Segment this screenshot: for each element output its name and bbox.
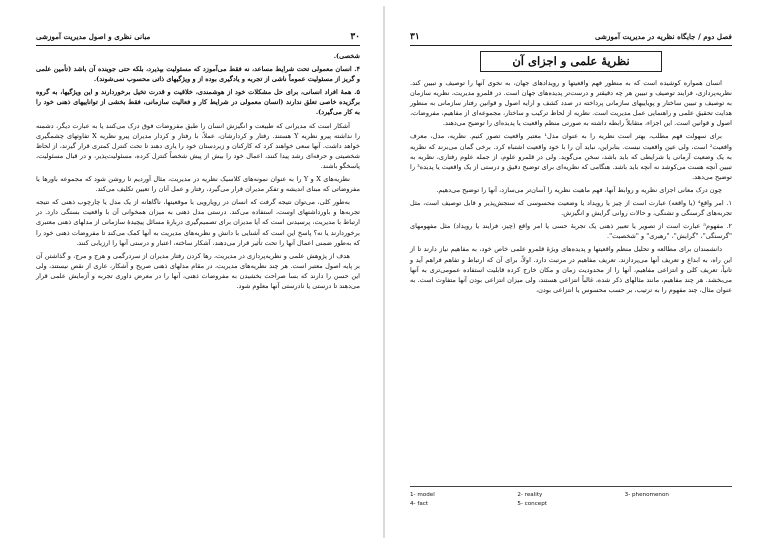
left-paragraph: هدف از پژوهش علمی و نظریه‌پردازی در مدیریت، رها کردن رفتار مدیران از سردرگمی و هرج و مرج، و گذاشتن آن بر پایه اصول معتبر است. هر چند نظریه‌های مدیریت، در مقام مدلهای ذهنی صریح و آشکار، عاری از نقص نیستند، ولی این حسن را دارند که بسا صراحت بخشیدن به مفروضات ذهنی، آنها را در معرض داوری تجربه و آزمایش علمی قرار می‌دهند تا درستی یا نادرستی آنها معلوم شود. [36, 251, 360, 290]
left-page [8, 14, 380, 529]
right-running-title: فصل دوم / جایگاه نظریه در مدیریت آموزشی [594, 32, 732, 41]
right-paragraph: دانشمندان برای مطالعه و تحلیل منظم واقعیتها و پدیده‌های ویژهٔ قلمرو علمی خاص خود، به مفاهیم نیاز دارند تا از این راه، به ابداع و تعریف آنها می‌پردازند. تعریف مفاهیم در مرتبت دارد. اولاً، برای آن که ارتباط و تفاهم فراهم آید و تانیاً، تعریف کلی و انتزاعی مفاهیم، آنها را از محدودیت زمان و مکان خارج کرده قابلیت استفاده عمومی‌تری به آنها می‌بخشد. هر چند مفاهیم، مانند مثالهای ذکر شده، غالباً انتزاعی هستند، ولی میزان انتزاعی بودن آنها متفاوت است. به عنوان مثال، چند مفهوم را به ترتیب، بر حسب محسوس یا انتزاعی بودن، [410, 245, 732, 294]
left-paragraph: نظریه‌های X و Y را به عنوان نمونه‌های کلاسیک نظریه در مدیریت، مثال آوردیم تا روشن شود که مجموعه باورها یا مفروضاتی که مبنای اندیشه و تفکر مدیران قرار می‌گیرد، رفتار و عمل آنان را تعیین تکلیف می‌کند. [36, 175, 360, 194]
left-paragraph: آشکار است که مدیرانی که طبیعت و انگیزش انسان را طبق مفروضات فوق درک می‌کنند یا به عبارت دیگر، دشمنه را نداشته پیرو نظریه Y هستند. رفتار و کردارشان، عملاً، با رفتار و کردار مدیران پیرو نظریه X تفاوتهای چشمگیری خواهد داشت. آنها سعی خواهند کرد که کارکنان و زیردستان خود را یاری دهند تا تحت کنترل کمتری قرار گیرند، از لحاظ شخصیتی و حرفه‌ای رشد پیدا کنند، اعمال خود را بیش از پیش شخصاً کنترل کرده، مسئولیت‌پذیر، و در قبال مسئولیت، پاسخگو باشند. [36, 121, 360, 170]
footnote: 1- model [410, 492, 435, 498]
footnote: 3- phenomenon [624, 492, 669, 498]
footnote-row [410, 491, 732, 500]
right-list-item: ۱. امر واقع⁴ (یا واقعه) عبارت است از چیز یا رویداد یا وضعیت محسوسی که سنجش‌پذیر و قابل توصیف است، مثل تجربه‌های گرسنگی و تشنگی، و حالات روانی گرایش و انگیزش. [410, 199, 732, 218]
right-paragraph: برای سهولت فهم مطلب، بهتر است نظریه را به عنوان مدل¹ معتبر واقعیت تصور کنیم. نظریه، مدل، معرف واقعیت² است، ولی عین واقعیت نیست. بنابراین، نباید آن را با خود واقعیت اشتباه کرد. برخی گمان می‌برند که نظریه به یک وضعیت آرمانی یا شرایطی که باید باشد، سخن می‌گوید. ولی در قلمرو علوم، از جمله علوم رفتاری، نظریه به تبیین آنچه هست می‌کوشد نه آنچه باید باشد. هنگامی که نظریه‌ای برای توضیح دقیق و درستی از یک واقعیت یا پدیده³ را توضیح می‌دهد. [410, 132, 733, 181]
left-paragraph: ۴. انسان معمولی تحت شرایط مساعد، نه فقط می‌آموزد که مسئولیت بپذیرد، بلکه حتی جوینده آن باشد (تأمین علمی و گریز از مسئولیت عموماً ناشی از تجربه و یادگیری بوده از و ویژگیهای ذاتی محسوب نمی‌شوند). [36, 65, 360, 84]
right-list-item: ۲. مفهوم⁵ عبارت است از تصویر یا تعبیر ذهنی یک تجربهٔ حسی یا امر واقع (چیز، فرایند یا رویداد) مثل مفهومهای "گرسنگی"، "گرایش"، "رهبری" و "شخصیت". [410, 222, 732, 241]
footnote [625, 500, 732, 509]
footnote-row [410, 500, 732, 509]
right-paragraph: انسان همواره کوشیده است که به منظور فهم واقعیتها و رویدادهای جهان، به نحوی آنها را توصیف و تبیین کند. نظریه‌پردازی، فرایند توصیف و تبیین هر چه دقیقتر و درست‌تر پدیده‌های جهان است. در قلمرو مدیریت، نظریه سازمان به توصیف و تبیین ساختار و پویاییهای سازمانی پرداخته در صدد کشف و ارایه اصول و قوانین رفتار سازمانی به منظور هدایت تحقیق علمی و راهنمایی عمل مدیریت است. نظریه از لحاظ ترکیب و ساختار، مجموعه‌ای از مفاهیم، مفروضات، اصول و قوانین است. این اجزاء، متقابلاً رابطه داشته به صورتی منظم واقعیت یا پدیده‌ای را توضیح می‌دهند. [410, 79, 732, 128]
book-gutter [383, 6, 385, 538]
left-running-title: مبانی نظری و اصول مدیریت آموزشی [36, 32, 151, 41]
left-running-head [36, 32, 360, 46]
right-paragraph: چون درک معانی اجزای نظریه و روابط آنها، فهم ماهیت نظریه را آسان‌تر می‌سازد، آنها را توضیح می‌دهیم. [436, 185, 722, 194]
footnotes [410, 486, 732, 509]
left-paragraph: شخصی). [333, 52, 360, 60]
footnote: 4- fact [410, 501, 429, 507]
right-page-number: ۳۱ [410, 32, 420, 42]
footnote: 5- concept [517, 501, 547, 507]
left-page-number: ۳۰ [350, 32, 360, 42]
left-paragraph: ۵. همهٔ افراد انسانی، برای حل مشکلات خود از هوشمندی، خلاقیت و قدرت تخیل برخوردارند و این ویژگیها، به گروه برگزیده خاصی تعلق ندارند (انسان معمولی در شرایط کار و فعالیت سازمانی، فقط بخشی از تواناییهای ذهنی خود را به کار می‌گیرد). [36, 88, 360, 117]
footnote: 2- reality [517, 492, 543, 498]
right-page [388, 14, 760, 529]
right-running-head [410, 32, 732, 46]
section-title: نظریهٔ علمی و اجزای آن [480, 51, 662, 72]
left-paragraph: به‌طور کلی، می‌توان نتیجه گرفت که انسان در رویارویی با موقعیتها، ناگاهانه از یک مدل یا چارچوب ذهنی که نتیجه تجربه‌ها و باورداشتهای اوست، استفاده می‌کند. درستی مدل ذهنی به میزان همخوانی آن با واقعیت بستگی دارد. در ارتباط با مدیریت، پرسیدنی است که آیا مدیران برای تصمیم‌گیری دربارهٔ مسائل پیچیدهٔ سازمانی از مدلهای ذهنی معتبری برخوردارند یا نه؟ پاسخ این است که آشنایی با دانش و نظریه‌های مدیریت به آنها کمک می‌کند تا مفروضات ذهنی خود را که به‌طور ضمنی اعمال آنها را تحت تأثیر قرار می‌دهند، آشکار ساخته، اعتبار و درستی آنها را ارزیابی کنند. [36, 198, 360, 247]
